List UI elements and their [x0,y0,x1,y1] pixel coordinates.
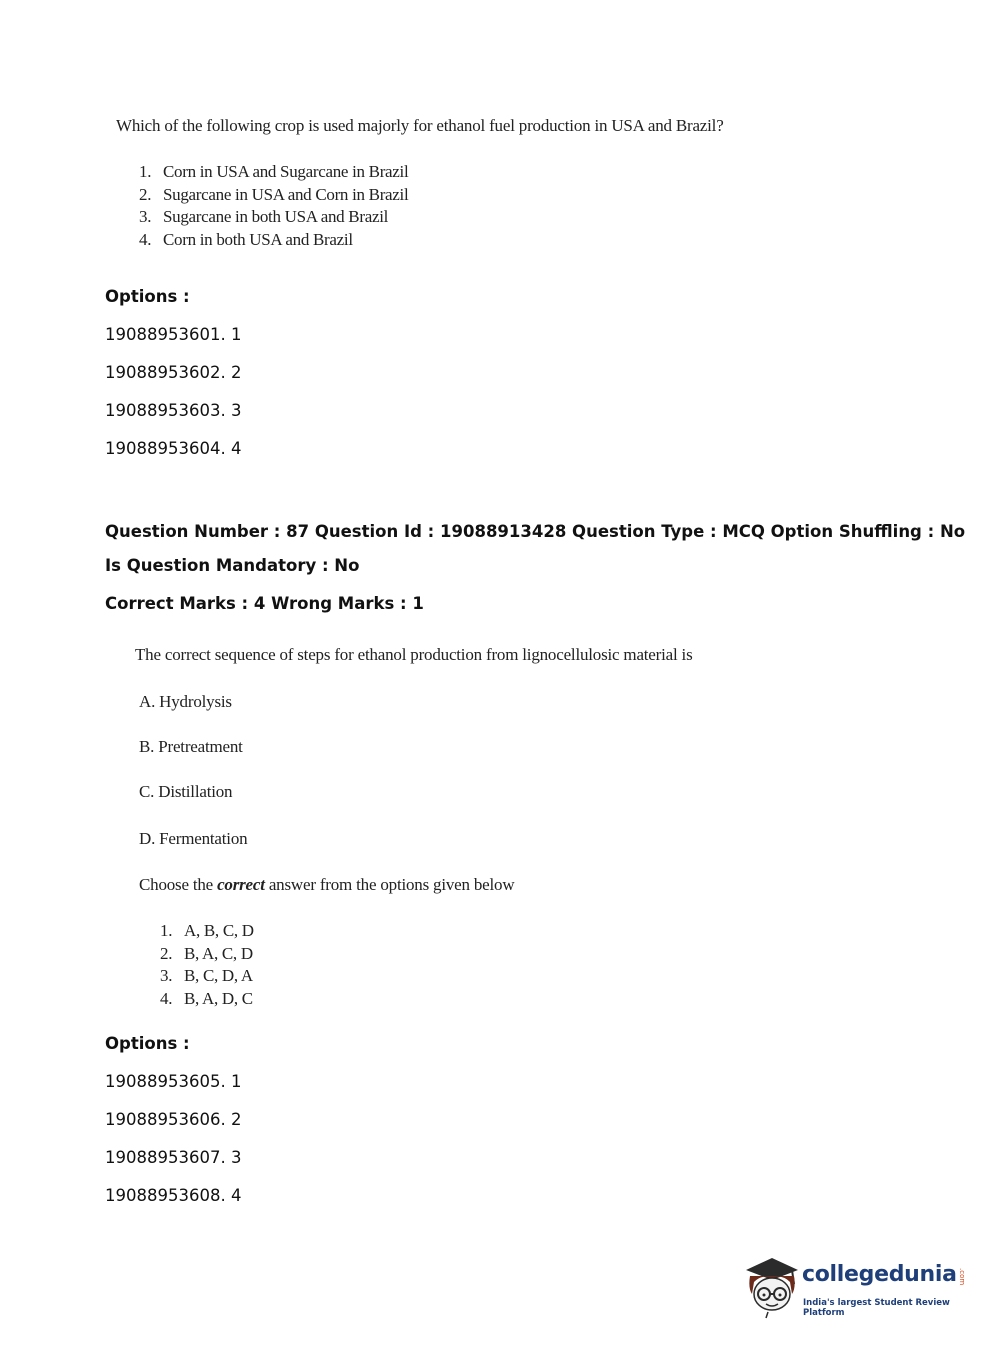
question2-options-heading: Options : [105,1034,190,1053]
question2-option-1: 19088953605. 1 [105,1072,242,1091]
question2-option-3: 19088953607. 3 [105,1148,242,1167]
question2-step-a: A. Hydrolysis [139,692,232,711]
question2-step-c: C. Distillation [139,782,233,801]
question1-option-3: 19088953603. 3 [105,401,242,420]
question2-choice-4: 4. B, A, D, C [160,989,253,1008]
question1-choice-3: 3. Sugarcane in both USA and Brazil [139,207,389,226]
question2-option-4: 19088953608. 4 [105,1186,242,1205]
logo-tagline: India's largest Student Review Platform [803,1298,950,1318]
logo-suffix: .com [958,1268,966,1286]
question2-meta-line3: Correct Marks : 4 Wrong Marks : 1 [105,594,424,613]
question1-choice-1: 1. Corn in USA and Sugarcane in Brazil [139,162,409,181]
collegedunia-logo [742,1248,972,1320]
question2-choice-3: 3. B, C, D, A [160,966,253,985]
question2-step-b: B. Pretreatment [139,737,243,756]
question2-text: The correct sequence of steps for ethanol production from lignocellulosic material is [135,645,693,664]
question1-option-2: 19088953602. 2 [105,363,242,382]
question2-choice-2: 2. B, A, C, D [160,944,253,963]
question2-meta-line1: Question Number : 87 Question Id : 19088913428 Question Type : MCQ Option Shuffling : No [105,522,966,541]
question2-meta-line2: Is Question Mandatory : No [105,556,360,575]
question1-option-1: 19088953601. 1 [105,325,242,344]
question2-option-2: 19088953606. 2 [105,1110,242,1129]
question1-choice-2: 2. Sugarcane in USA and Corn in Brazil [139,185,409,204]
question2-instruction: Choose the correct answer from the options given below [139,875,515,894]
question1-text: Which of the following crop is used majorly for ethanol fuel production in USA and Brazil? [116,116,724,135]
question1-choice-4: 4. Corn in both USA and Brazil [139,230,353,249]
question1-option-4: 19088953604. 4 [105,439,242,458]
logo-wordmark: collegedunia [802,1262,957,1287]
question2-step-d: D. Fermentation [139,829,248,848]
mascot-icon [742,1248,802,1320]
question1-options-heading: Options : [105,287,190,306]
question2-choice-1: 1. A, B, C, D [160,921,254,940]
